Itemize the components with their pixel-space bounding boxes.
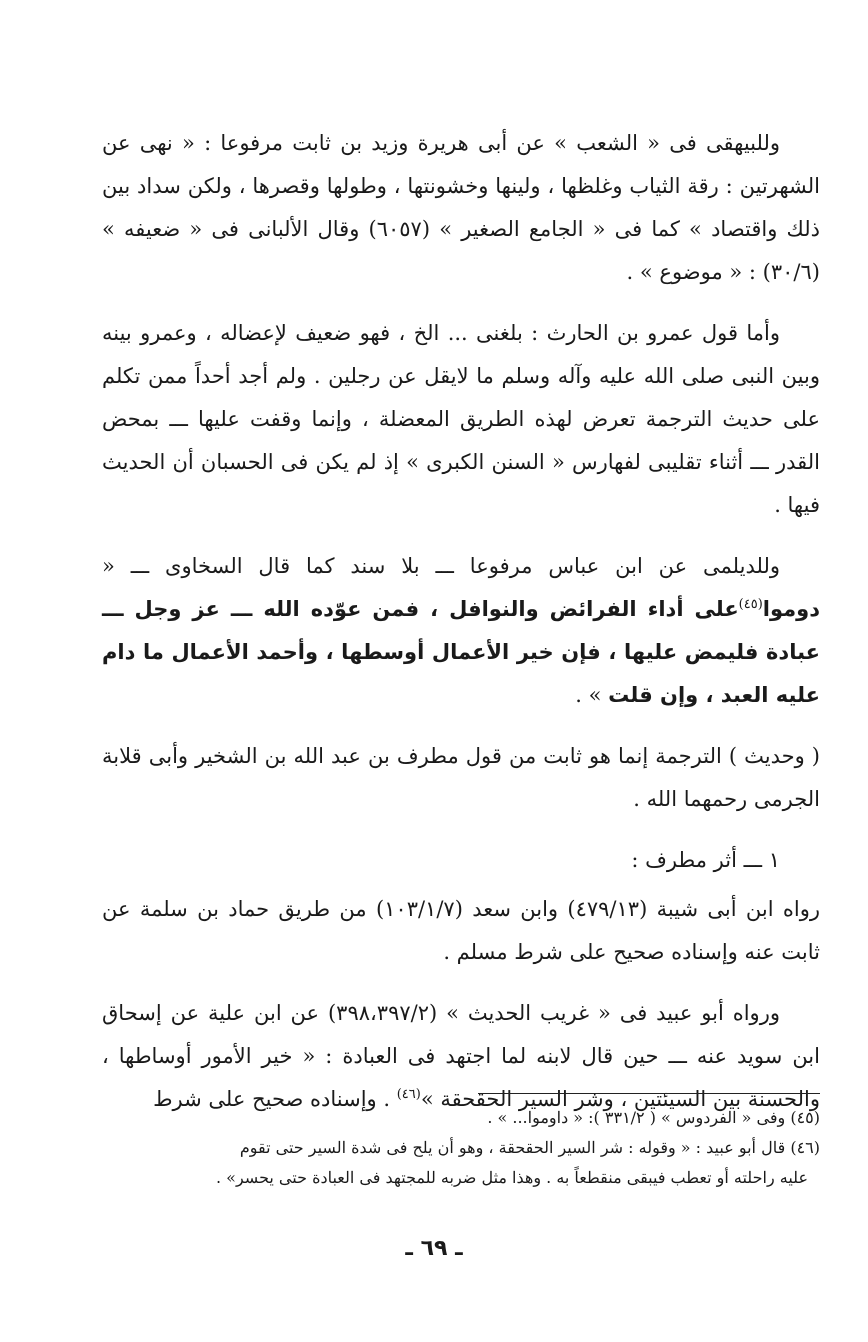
daylami-intro: وللديلمى عن ابن عباس مرفوعا ـــ بلا سند كما قال السخاوى ـــ « xyxy=(102,554,780,578)
hadith-quote-start: دوموا xyxy=(762,597,820,621)
paragraph-amr-ibn-harith: وأما قول عمرو بن الحارث : بلغنى ... الخ ، فهو ضعيف لإعضاله ، وعمرو بينه وبين النبى صلى الله عليه وآله وسلم ما لايقل عن رجلين . ولم أجد أحداً ممن تكلم على حديث الترجمة تعرض لهذه الطريق المعضلة ، وإنما وقفت عليها ـــ بمحض القدر ـــ أثناء تقليبى لفهارس « السنن الكبرى » إذ لم يكن فى الحسبان أن الحديث فيها . xyxy=(102,321,820,517)
footnote-separator xyxy=(478,1093,820,1094)
paragraph-bayhaqi: وللبيهقى فى « الشعب » عن أبى هريرة وزيد بن ثابت مرفوعا : « نهى عن الشهرتين : رقة الثياب وغلظها ، ولينها وخشونتها ، وطولها وقصرها ، ولكن سداد بين ذلك واقتصاد » كما فى « الجامع الصغير » (٦٠٥٧) وقال الألبانى فى « ضعيفه » (٣٠/٦) : « موضوع » . xyxy=(102,131,820,284)
abu-ubayd-tail: . وإسناده صحيح على شرط xyxy=(153,1087,391,1111)
footnote-ref-45[interactable]: (٤٥) xyxy=(738,597,763,612)
footnote-46: (٤٦) قال أبو عبيد : « وقوله : شر السير الحقحقة ، وهو أن يلح فى شدة السير حتى تقوم xyxy=(239,1138,820,1157)
paragraph-tarjama: ( وحديث ) الترجمة إنما هو ثابت من قول مطرف بن عبد الله بن الشخير وأبى قلابة الجرمى رحمهما الله . xyxy=(102,744,820,811)
paragraph-daylami xyxy=(102,545,820,717)
hadith-quote-body: على أداء الفرائض والنوافل ، فمن عوّده الله ـــ عز وجل ـــ عبادة فليمض عليها ، فإن خير الأعمال أوسطها ، وأحمد الأعمال ما دام عليه العبد ، وإن قلت xyxy=(102,597,820,707)
main-text xyxy=(102,122,820,1139)
heading-athar-mutarrif: ١ ـــ أثر مطرف : xyxy=(631,848,780,872)
footnotes xyxy=(102,1103,820,1193)
page-number: ـ ٦٩ ـ xyxy=(405,1236,463,1261)
footnote-45: (٤٥) وفى « الفردوس » ( ٣٣١/٢ ): « داوموا... » . xyxy=(487,1108,820,1127)
abu-ubayd-text: ورواه أبو عبيد فى « غريب الحديث » (٣٩٨،٣٩٧/٢) عن ابن علية عن إسحاق ابن سويد عنه ـــ حين قال لابنه لما اجتهد فى العبادة : « خير الأمور أوساطها ، والحسنة بين السيئتين ، وشر السير الحقحقة » xyxy=(102,1001,820,1111)
paragraph-ibn-abi-shaybah: رواه ابن أبى شيبة (٤٧٩/١٣) وابن سعد (١٠٣/١/٧) من طريق حماد بن سلمة عن ثابت عنه وإسناده صحيح على شرط مسلم . xyxy=(102,897,821,964)
daylami-end: » . xyxy=(575,683,609,707)
paragraph-abu-ubayd xyxy=(102,992,820,1121)
footnote-ref-46[interactable]: (٤٦) xyxy=(396,1087,421,1102)
footnote-46-continued: عليه راحلته أو تعطب فيبقى منقطعاً به . وهذا مثل ضربه للمجتهد فى العبادة حتى يحسر» . xyxy=(216,1168,808,1187)
